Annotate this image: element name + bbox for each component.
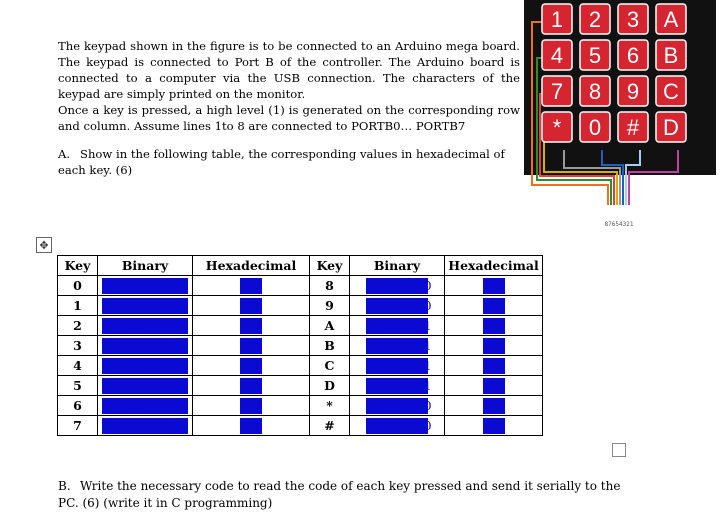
- hex-cell[interactable]: [193, 336, 310, 356]
- keypad-key: [656, 76, 686, 106]
- binary-answer-highlight: 00100001: [368, 357, 432, 373]
- keypad-key-label: D: [663, 115, 679, 140]
- key-cell: 4: [58, 356, 98, 376]
- binary-answer-highlight: 00010100: [102, 278, 188, 294]
- table-resize-handle[interactable]: [612, 443, 626, 457]
- binary-answer-highlight: 10000100: [102, 318, 188, 334]
- binary-cell[interactable]: [98, 296, 193, 316]
- hex-cell[interactable]: [193, 416, 310, 436]
- hex-answer-highlight: 81: [483, 318, 505, 334]
- header-key-2: Key: [310, 256, 350, 276]
- binary-answer-highlight: 00011000: [368, 397, 432, 413]
- binary-answer-highlight: 00100010: [368, 297, 432, 313]
- hex-cell-2[interactable]: [445, 416, 543, 436]
- keypad-key-label: B: [663, 43, 679, 68]
- keypad-key: [580, 40, 610, 70]
- header-binary: Binary: [98, 256, 193, 276]
- binary-cell[interactable]: [98, 276, 193, 296]
- keypad-key: [542, 112, 572, 142]
- table-header-row: [58, 256, 543, 276]
- table-row: [58, 396, 543, 416]
- keypad-key-label: 1: [550, 7, 564, 32]
- binary-cell-2[interactable]: [350, 416, 445, 436]
- keypad-key: [580, 112, 610, 142]
- binary-cell-2[interactable]: [350, 336, 445, 356]
- key-cell-2: D: [310, 376, 350, 396]
- keypad-key-label: 0: [588, 115, 602, 140]
- question-b-text: Write the necessary code to read the code of each key pressed and send it serially to the PC. (6) (write it in C programming): [58, 479, 621, 510]
- question-a-label: A.: [58, 147, 71, 161]
- keypad-key: [656, 40, 686, 70]
- keypad-key: [542, 40, 572, 70]
- hex-cell-2[interactable]: [445, 356, 543, 376]
- hex-answer-highlight: 21: [483, 358, 505, 374]
- binary-answer-highlight: 01001000: [102, 358, 188, 374]
- table-row: [58, 376, 543, 396]
- header-binary-2: Binary: [350, 256, 445, 276]
- hex-cell[interactable]: [193, 376, 310, 396]
- binary-cell[interactable]: [98, 396, 193, 416]
- table-row: [58, 416, 543, 436]
- table-row: [58, 276, 543, 296]
- binary-cell[interactable]: [98, 316, 193, 336]
- hex-answer-highlight: 82: [240, 338, 262, 354]
- hex-cell[interactable]: [193, 356, 310, 376]
- binary-answer-highlight: 10001000: [102, 298, 188, 314]
- key-cell: 5: [58, 376, 98, 396]
- hex-cell[interactable]: [193, 276, 310, 296]
- hex-cell-2[interactable]: [445, 316, 543, 336]
- header-hexadecimal-2: Hexadecimal: [445, 256, 543, 276]
- key-cell: 2: [58, 316, 98, 336]
- keypad-key: [656, 112, 686, 142]
- hex-answer-highlight: 28: [240, 418, 262, 434]
- key-cell: 6: [58, 396, 98, 416]
- hex-cell[interactable]: [193, 296, 310, 316]
- binary-answer-highlight: 01000001: [368, 337, 432, 353]
- binary-cell[interactable]: [98, 376, 193, 396]
- hex-answer-highlight: 84: [240, 318, 262, 334]
- table-row: [58, 296, 543, 316]
- binary-cell-2[interactable]: [350, 376, 445, 396]
- table-move-handle-icon[interactable]: ✥: [36, 237, 52, 253]
- binary-cell-2[interactable]: [350, 296, 445, 316]
- keypad-key-label: 6: [626, 43, 640, 68]
- table-row: [58, 316, 543, 336]
- hex-cell-2[interactable]: [445, 296, 543, 316]
- hex-answer-highlight: 48: [240, 358, 262, 374]
- keypad-key-label: 5: [588, 43, 602, 68]
- hex-answer-highlight: 42: [240, 398, 262, 414]
- hex-answer-highlight: 88: [240, 298, 262, 314]
- keypad-key-label: A: [663, 7, 679, 32]
- keypad-key: [618, 40, 648, 70]
- table-row: [58, 336, 543, 356]
- hex-answer-highlight: 41: [483, 338, 505, 354]
- intro-paragraph-2: Once a key is pressed, a high level (1) is generated on the corresponding row and column. Assume lines 1to 8 are connected to PORTB0… PORTB7: [58, 103, 520, 133]
- hex-cell[interactable]: [193, 316, 310, 336]
- binary-cell-2[interactable]: [350, 316, 445, 336]
- key-cell-2: A: [310, 316, 350, 336]
- hex-answer-highlight: 18: [483, 398, 505, 414]
- key-cell-2: #: [310, 416, 350, 436]
- question-b: [58, 478, 638, 512]
- hex-cell-2[interactable]: [445, 276, 543, 296]
- hex-answer-highlight: 12: [483, 418, 505, 434]
- binary-answer-highlight: 00010010: [368, 417, 432, 433]
- binary-cell-2[interactable]: [350, 396, 445, 416]
- binary-answer-highlight: 00100100: [368, 277, 432, 293]
- question-a: [58, 146, 528, 178]
- problem-intro: [58, 38, 520, 134]
- keypad-key-label: C: [663, 79, 679, 104]
- key-cell-2: B: [310, 336, 350, 356]
- binary-answer-highlight: 00010001: [368, 377, 432, 393]
- hex-answer-highlight: 22: [483, 298, 505, 314]
- keypad-key: [580, 76, 610, 106]
- keypad-key: [656, 4, 686, 34]
- intro-paragraph-1: The keypad shown in the figure is to be connected to an Arduino mega board. The keypad is connected to Port B of the controller. The Arduino board is connected to a computer via the USB connection. The characters of the keypad are simply printed on the monitor.: [58, 39, 520, 101]
- keypad-key-label: 9: [626, 79, 640, 104]
- hex-cell-2[interactable]: [445, 396, 543, 416]
- table-row: [58, 356, 543, 376]
- header-hexadecimal: Hexadecimal: [193, 256, 310, 276]
- hex-answer-highlight: 11: [483, 378, 505, 394]
- hex-answer-highlight: 14: [240, 278, 262, 294]
- header-key: Key: [58, 256, 98, 276]
- keypad-key-label: 7: [550, 79, 564, 104]
- keypad-key-label: 3: [626, 7, 640, 32]
- keypad-key: [580, 4, 610, 34]
- key-cell-2: *: [310, 396, 350, 416]
- keypad-key-label: 4: [550, 43, 564, 68]
- keypad-key-label: 8: [588, 79, 602, 104]
- binary-answer-highlight: 00101000: [102, 418, 188, 434]
- key-cell: 3: [58, 336, 98, 356]
- keypad-key: [618, 76, 648, 106]
- keypad-key: [618, 4, 648, 34]
- binary-cell-2[interactable]: [350, 356, 445, 376]
- binary-cell-2[interactable]: [350, 276, 445, 296]
- keypad-key: [542, 76, 572, 106]
- key-cell-2: C: [310, 356, 350, 376]
- binary-cell[interactable]: [98, 356, 193, 376]
- keypad-key: [618, 112, 648, 142]
- keypad-key-label: 2: [588, 7, 602, 32]
- keypad-key-label: *: [552, 115, 562, 140]
- binary-answer-highlight: 01000010: [102, 398, 188, 414]
- hex-cell-2[interactable]: [445, 336, 543, 356]
- key-cell-2: 8: [310, 276, 350, 296]
- keypad-key-label: #: [626, 115, 640, 140]
- hex-cell-2[interactable]: [445, 376, 543, 396]
- question-a-text: Show in the following table, the corresponding values in hexadecimal of each key. (6): [58, 147, 505, 177]
- key-code-table: [57, 255, 543, 436]
- hex-cell[interactable]: [193, 396, 310, 416]
- key-cell: 7: [58, 416, 98, 436]
- question-b-label: B.: [58, 479, 71, 493]
- key-cell: 1: [58, 296, 98, 316]
- hex-answer-highlight: 44: [240, 378, 262, 394]
- binary-answer-highlight: 10000001: [368, 317, 432, 333]
- keypad-key: [542, 4, 572, 34]
- binary-answer-highlight: 10000010: [102, 338, 188, 354]
- key-cell-2: 9: [310, 296, 350, 316]
- binary-cell[interactable]: [98, 416, 193, 436]
- binary-cell[interactable]: [98, 336, 193, 356]
- keypad-pin-label: 87654321: [604, 221, 634, 228]
- keypad-figure: [524, 0, 716, 230]
- key-cell: 0: [58, 276, 98, 296]
- hex-answer-highlight: 24: [483, 278, 505, 294]
- binary-answer-highlight: 01000100: [102, 378, 188, 394]
